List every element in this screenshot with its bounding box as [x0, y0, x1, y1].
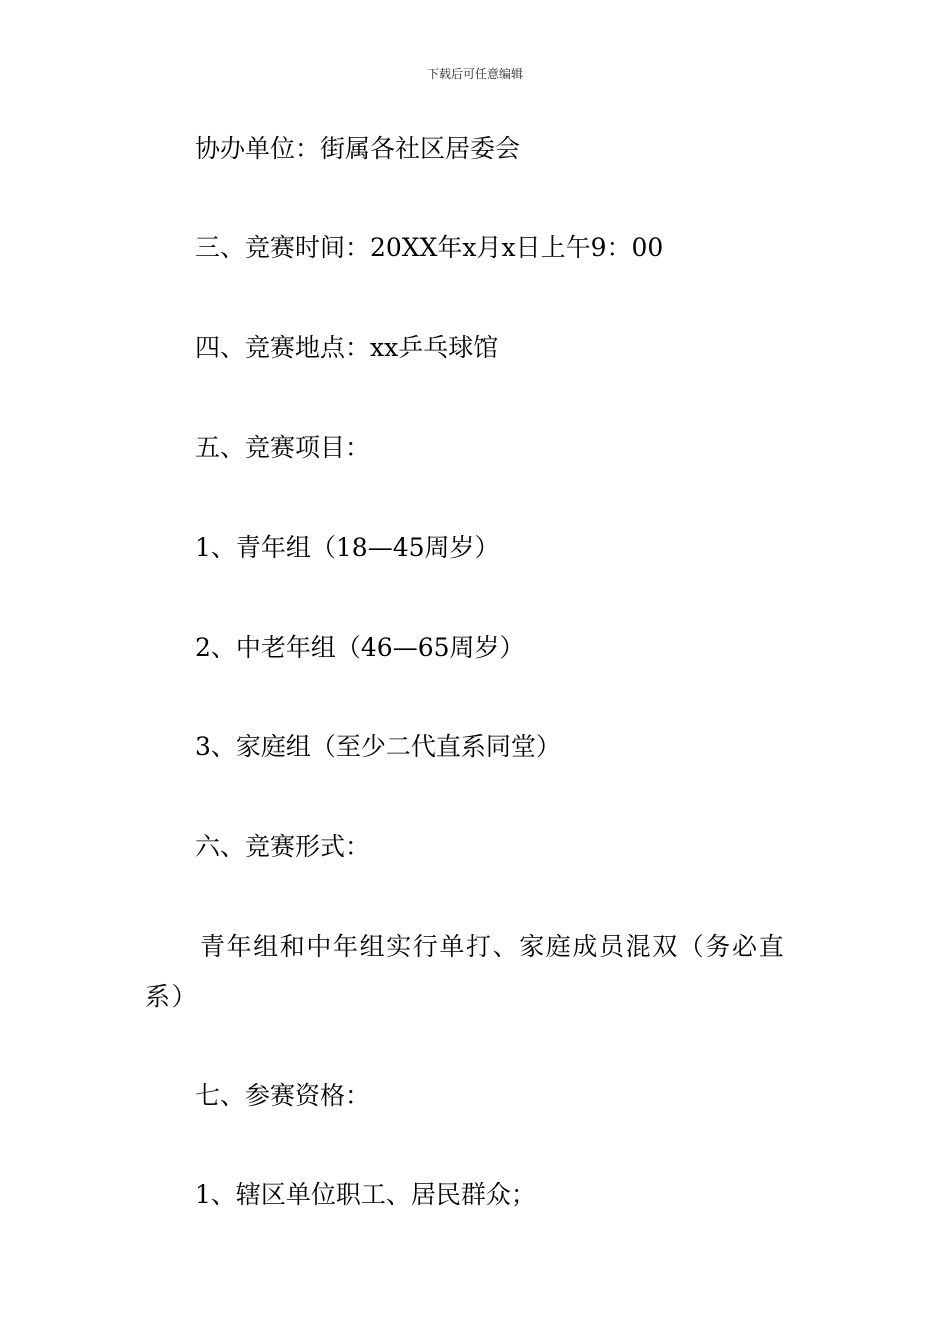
doc-line-competition-time: 三、竞赛时间：20XX年x月x日上午9：00 — [195, 233, 664, 262]
doc-line-competition-format: 六、竞赛形式： — [195, 832, 371, 861]
page-header-note: 下载后可任意编辑 — [426, 67, 523, 81]
doc-line-eligibility-item-1: 1、辖区单位职工、居民群众； — [195, 1180, 536, 1209]
doc-paragraph-format-details: 青年组和中年组实行单打、家庭成员混双（务必直系） — [145, 932, 786, 1011]
doc-line-competition-venue: 四、竞赛地点：xx乒乓球馆 — [195, 333, 499, 362]
doc-line-competition-events: 五、竞赛项目： — [195, 433, 371, 462]
doc-line-co-organizer: 协办单位：街属各社区居委会 — [195, 134, 521, 163]
doc-line-family-group: 3、家庭组（至少二代直系同堂） — [195, 732, 561, 761]
doc-line-senior-group: 2、中老年组（46—65周岁） — [195, 633, 525, 662]
doc-line-youth-group: 1、青年组（18—45周岁） — [195, 533, 500, 562]
doc-line-eligibility: 七、参赛资格： — [195, 1081, 371, 1110]
